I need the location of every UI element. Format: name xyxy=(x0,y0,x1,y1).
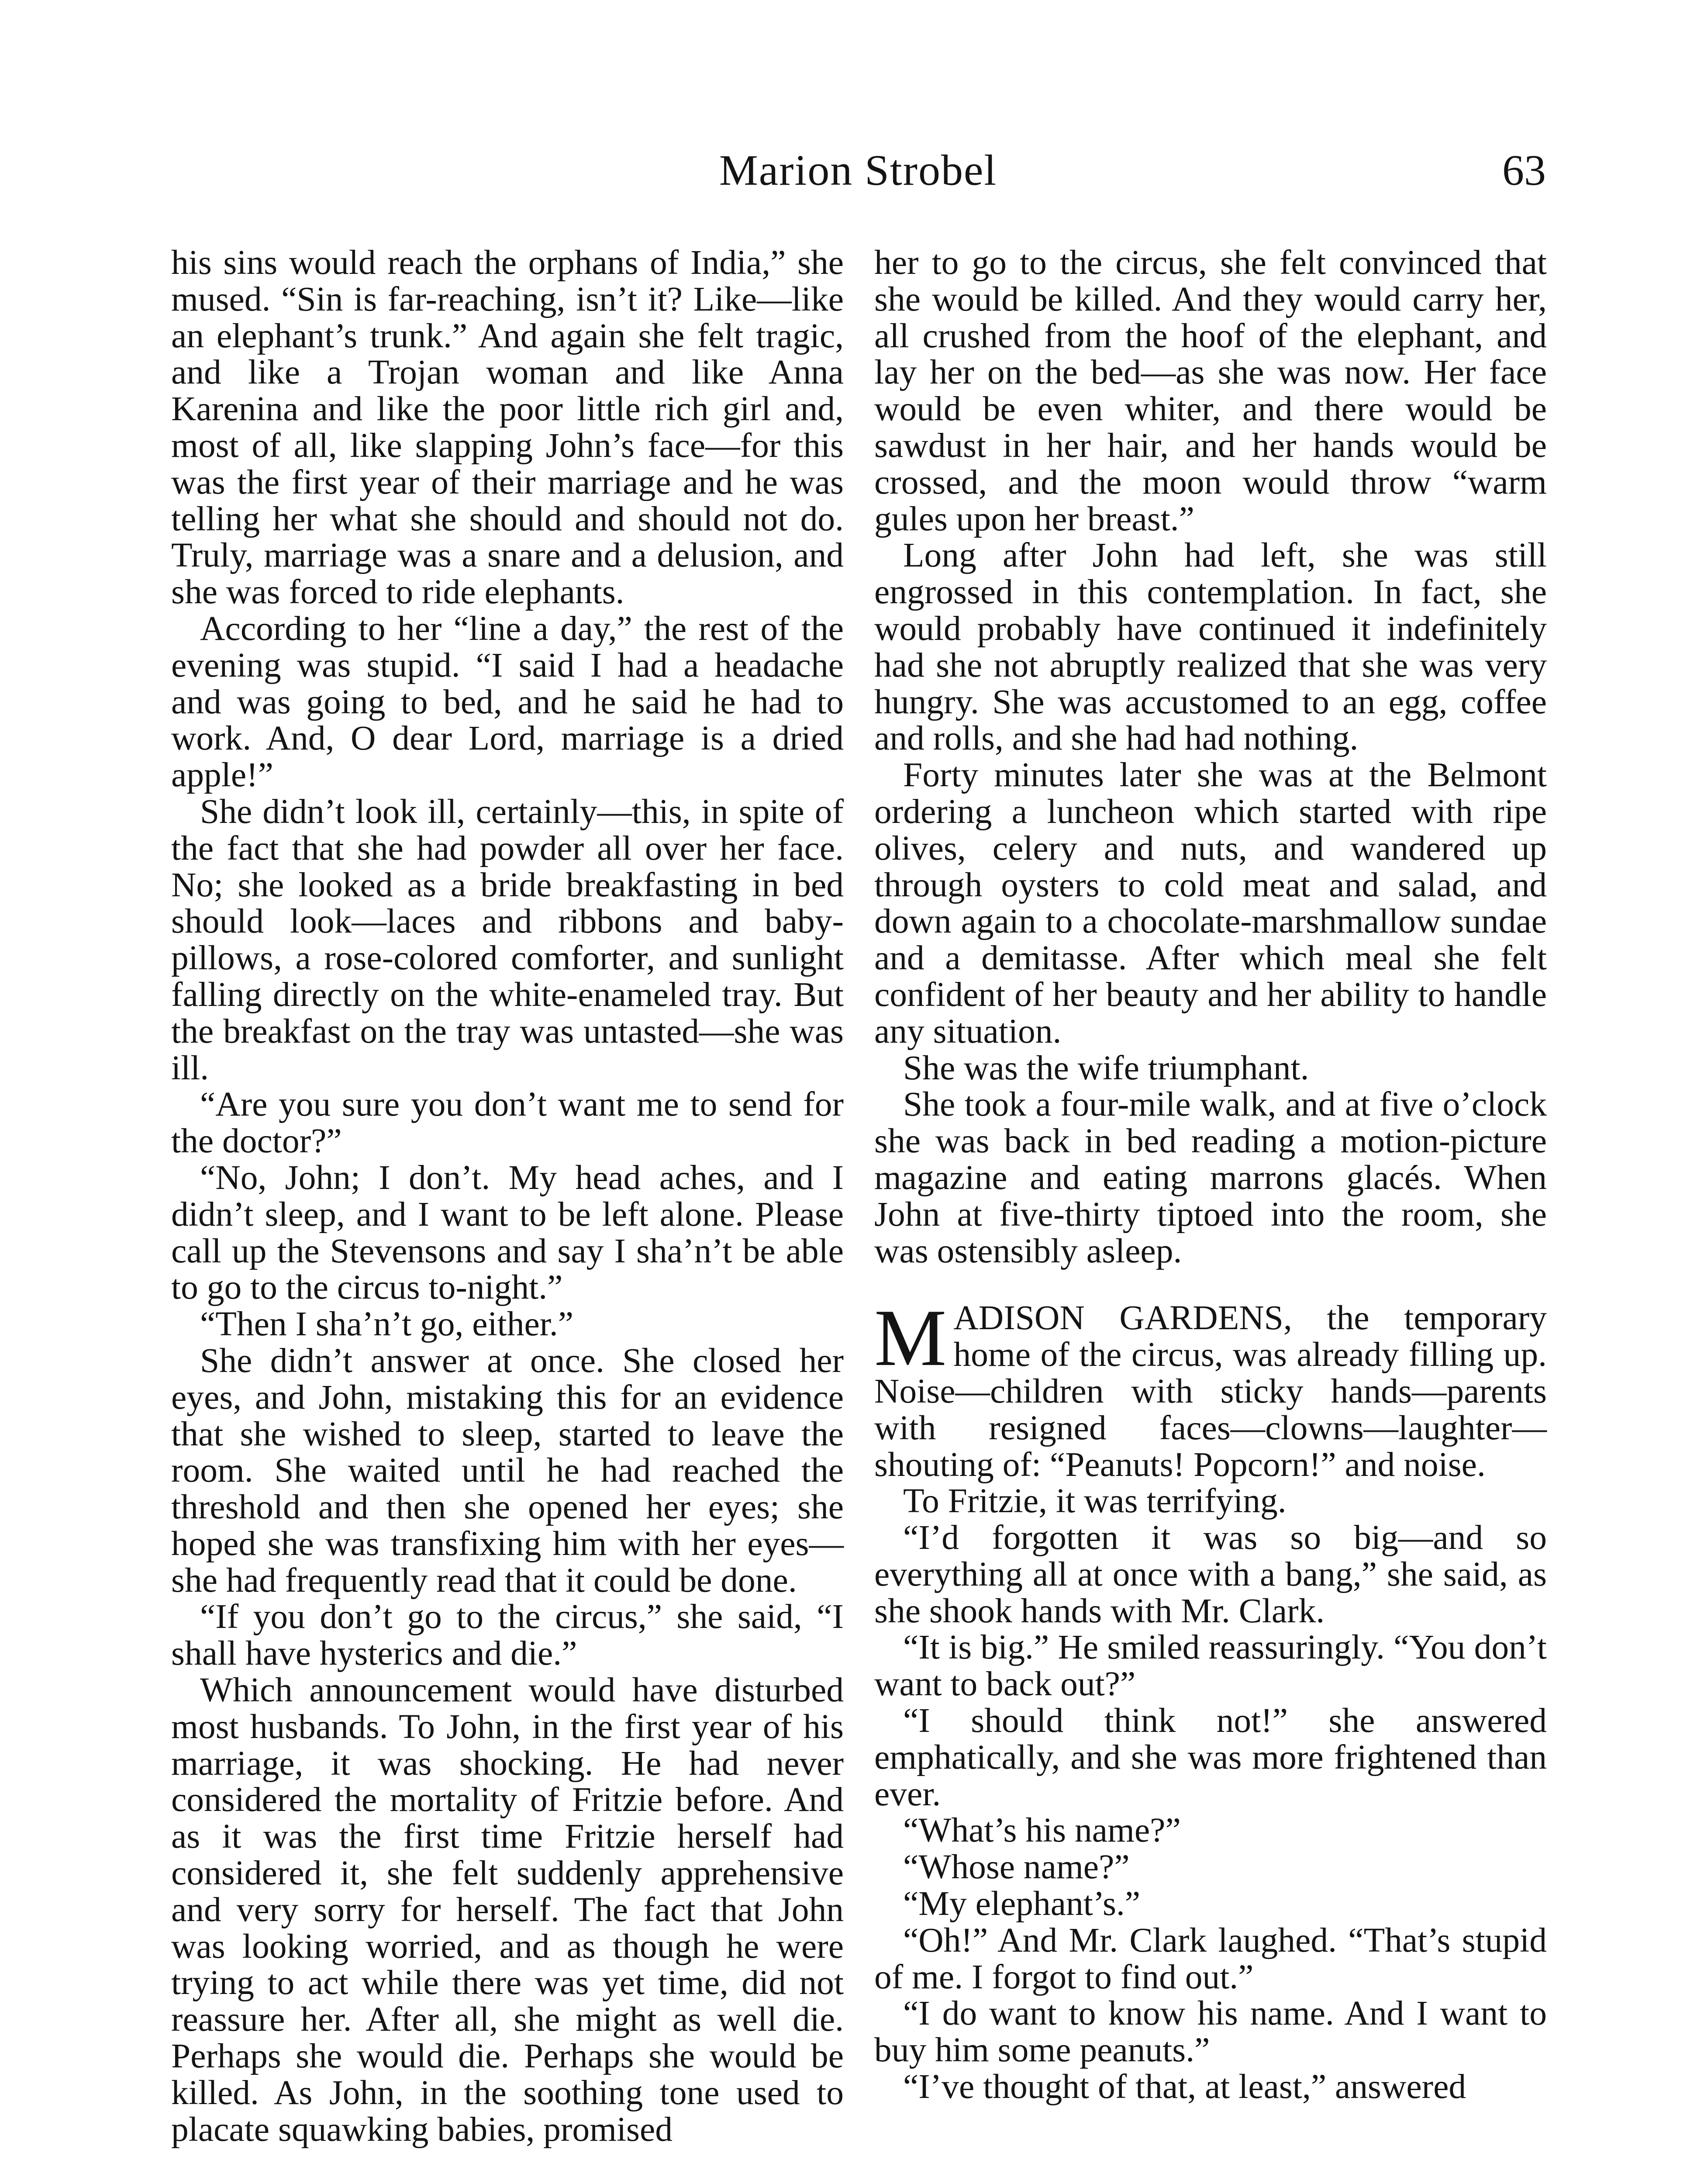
paragraph: “I do want to know his name. And I want to buy him some peanuts.” xyxy=(874,1994,1547,2070)
paragraph: According to her “line a day,” the rest of the evening was stupid. “I said I had a headache and was going to bed, and he said he had to work. And, O dear Lord, marriage is a dried apple!” xyxy=(171,609,844,795)
section-opening-text: ADISON GARDENS, the temporary home of the circus, was already filling up. Noise—children with sticky hands—parents with resigned faces—clowns—laughter—shouting of: “Peanuts! Popcorn!” and noise. xyxy=(874,1299,1547,1484)
paragraph: Which announcement would have disturbed most husbands. To John, in the first year of his marriage, it was shocking. He had never considered the mortality of Fritzie before. And as it was the first time Fritzie herself had considered it, she felt suddenly apprehensive and very sorry for herself. The fact that John was looking worried, and as though he were trying to act while there was yet time, did not reassure her. After all, she might as well die. Perhaps she would die. Perhaps she would be killed. As John, in the soothing tone used to placate squawking babies, promised xyxy=(171,1671,844,2149)
paragraph: “I should think not!” she answered emphatically, and she was more frightened than ever. xyxy=(874,1701,1547,1813)
paragraph: “Oh!” And Mr. Clark laughed. “That’s stupid of me. I forgot to find out.” xyxy=(874,1921,1547,1996)
right-text-column xyxy=(874,245,1547,2105)
paragraph: Forty minutes later she was at the Belmont ordering a luncheon which started with ripe olives, celery and nuts, and wandered up through oysters to cold meat and salad, and down again to a chocolate-marshmallow sundae and a demitasse. After which meal she felt confident of her beauty and her ability to handle any situation. xyxy=(874,756,1547,1051)
drop-cap-letter: M xyxy=(874,1293,947,1383)
right-column-paragraphs xyxy=(874,245,1547,1269)
paragraph: She was the wife triumphant. xyxy=(903,1048,1309,1087)
paragraph: Long after John had left, she was still engrossed in this contemplation. In fact, she would probably have continued it indefinitely had she not abruptly realized that she was very hungry. She was accustomed to an egg, coffee and rolls, and she had had nothing. xyxy=(874,536,1547,758)
paragraph: To Fritzie, it was terrifying. xyxy=(903,1482,1287,1521)
section-opening-paragraph xyxy=(874,1293,1547,1484)
paragraph: his sins would reach the orphans of India,” she mused. “Sin is far-reaching, isn’t it? Like—like an elephant’s trunk.” And again she felt tragic, and like a Trojan woman and like Anna Karenina and like the poor little rich girl and, most of all, like slapping John’s face—for this was the first year of their marriage and he was telling her what she should and should not do. Truly, marriage was a snare and a delusion, and she was forced to ride elephants. xyxy=(171,243,844,612)
paragraph: She didn’t answer at once. She closed her eyes, and John, mistaking this for an evidence that she wished to sleep, started to leave the room. She waited until he had reached the threshold and then she opened her eyes; she hoped she was transfixing him with her eyes—she had frequently read that it could be done. xyxy=(171,1341,844,1600)
right-column-continuation xyxy=(874,1483,1547,2105)
page-number: 63 xyxy=(1502,146,1546,194)
paragraph: “What’s his name?” xyxy=(903,1811,1181,1850)
left-text-column xyxy=(171,245,844,2148)
paragraph: She didn’t look ill, certainly—this, in spite of the fact that she had powder all over her face. No; she looked as a bride breakfasting in bed should look—laces and ribbons and baby-pillows, a rose-colored comforter, and sunlight falling directly on the white-enameled tray. But the breakfast on the tray was untasted—she was ill. xyxy=(171,792,844,1087)
paragraph: “Then I sha’n’t go, either.” xyxy=(200,1305,574,1344)
paragraph: “Are you sure you don’t want me to send for the doctor?” xyxy=(171,1085,844,1161)
paragraph: “It is big.” He smiled reassuringly. “You don’t want to back out?” xyxy=(874,1628,1547,1704)
paragraph: “My elephant’s.” xyxy=(903,1884,1141,1923)
paragraph: her to go to the circus, she felt convinced that she would be killed. And they would carry her, all crushed from the hoof of the elephant, and lay her on the bed—as she was now. Her face would be even whiter, and there would be sawdust in her hair, and her hands would be crossed, and the moon would throw “warm gules upon her breast.” xyxy=(874,243,1547,538)
paragraph: “No, John; I don’t. My head aches, and I didn’t sleep, and I want to be left alone. Please call up the Stevensons and say I sha’n’t be able to go to the circus to-night.” xyxy=(171,1158,844,1307)
paragraph: She took a four-mile walk, and at five o’clock she was back in bed reading a motion-picture magazine and eating marrons glacés. When John at five-thirty tiptoed into the room, she was ostensibly asleep. xyxy=(874,1085,1547,1270)
paragraph: “If you don’t go to the circus,” she said, “I shall have hysterics and die.” xyxy=(171,1597,844,1673)
running-head-title: Marion Strobel xyxy=(719,146,997,194)
paragraph: “I’ve thought of that, at least,” answered xyxy=(903,2067,1466,2106)
paragraph: “Whose name?” xyxy=(903,1848,1130,1887)
page-header xyxy=(170,144,1546,210)
paragraph: “I’d forgotten it was so big—and so everything all at once with a bang,” she said, as she shook hands with Mr. Clark. xyxy=(874,1518,1547,1630)
